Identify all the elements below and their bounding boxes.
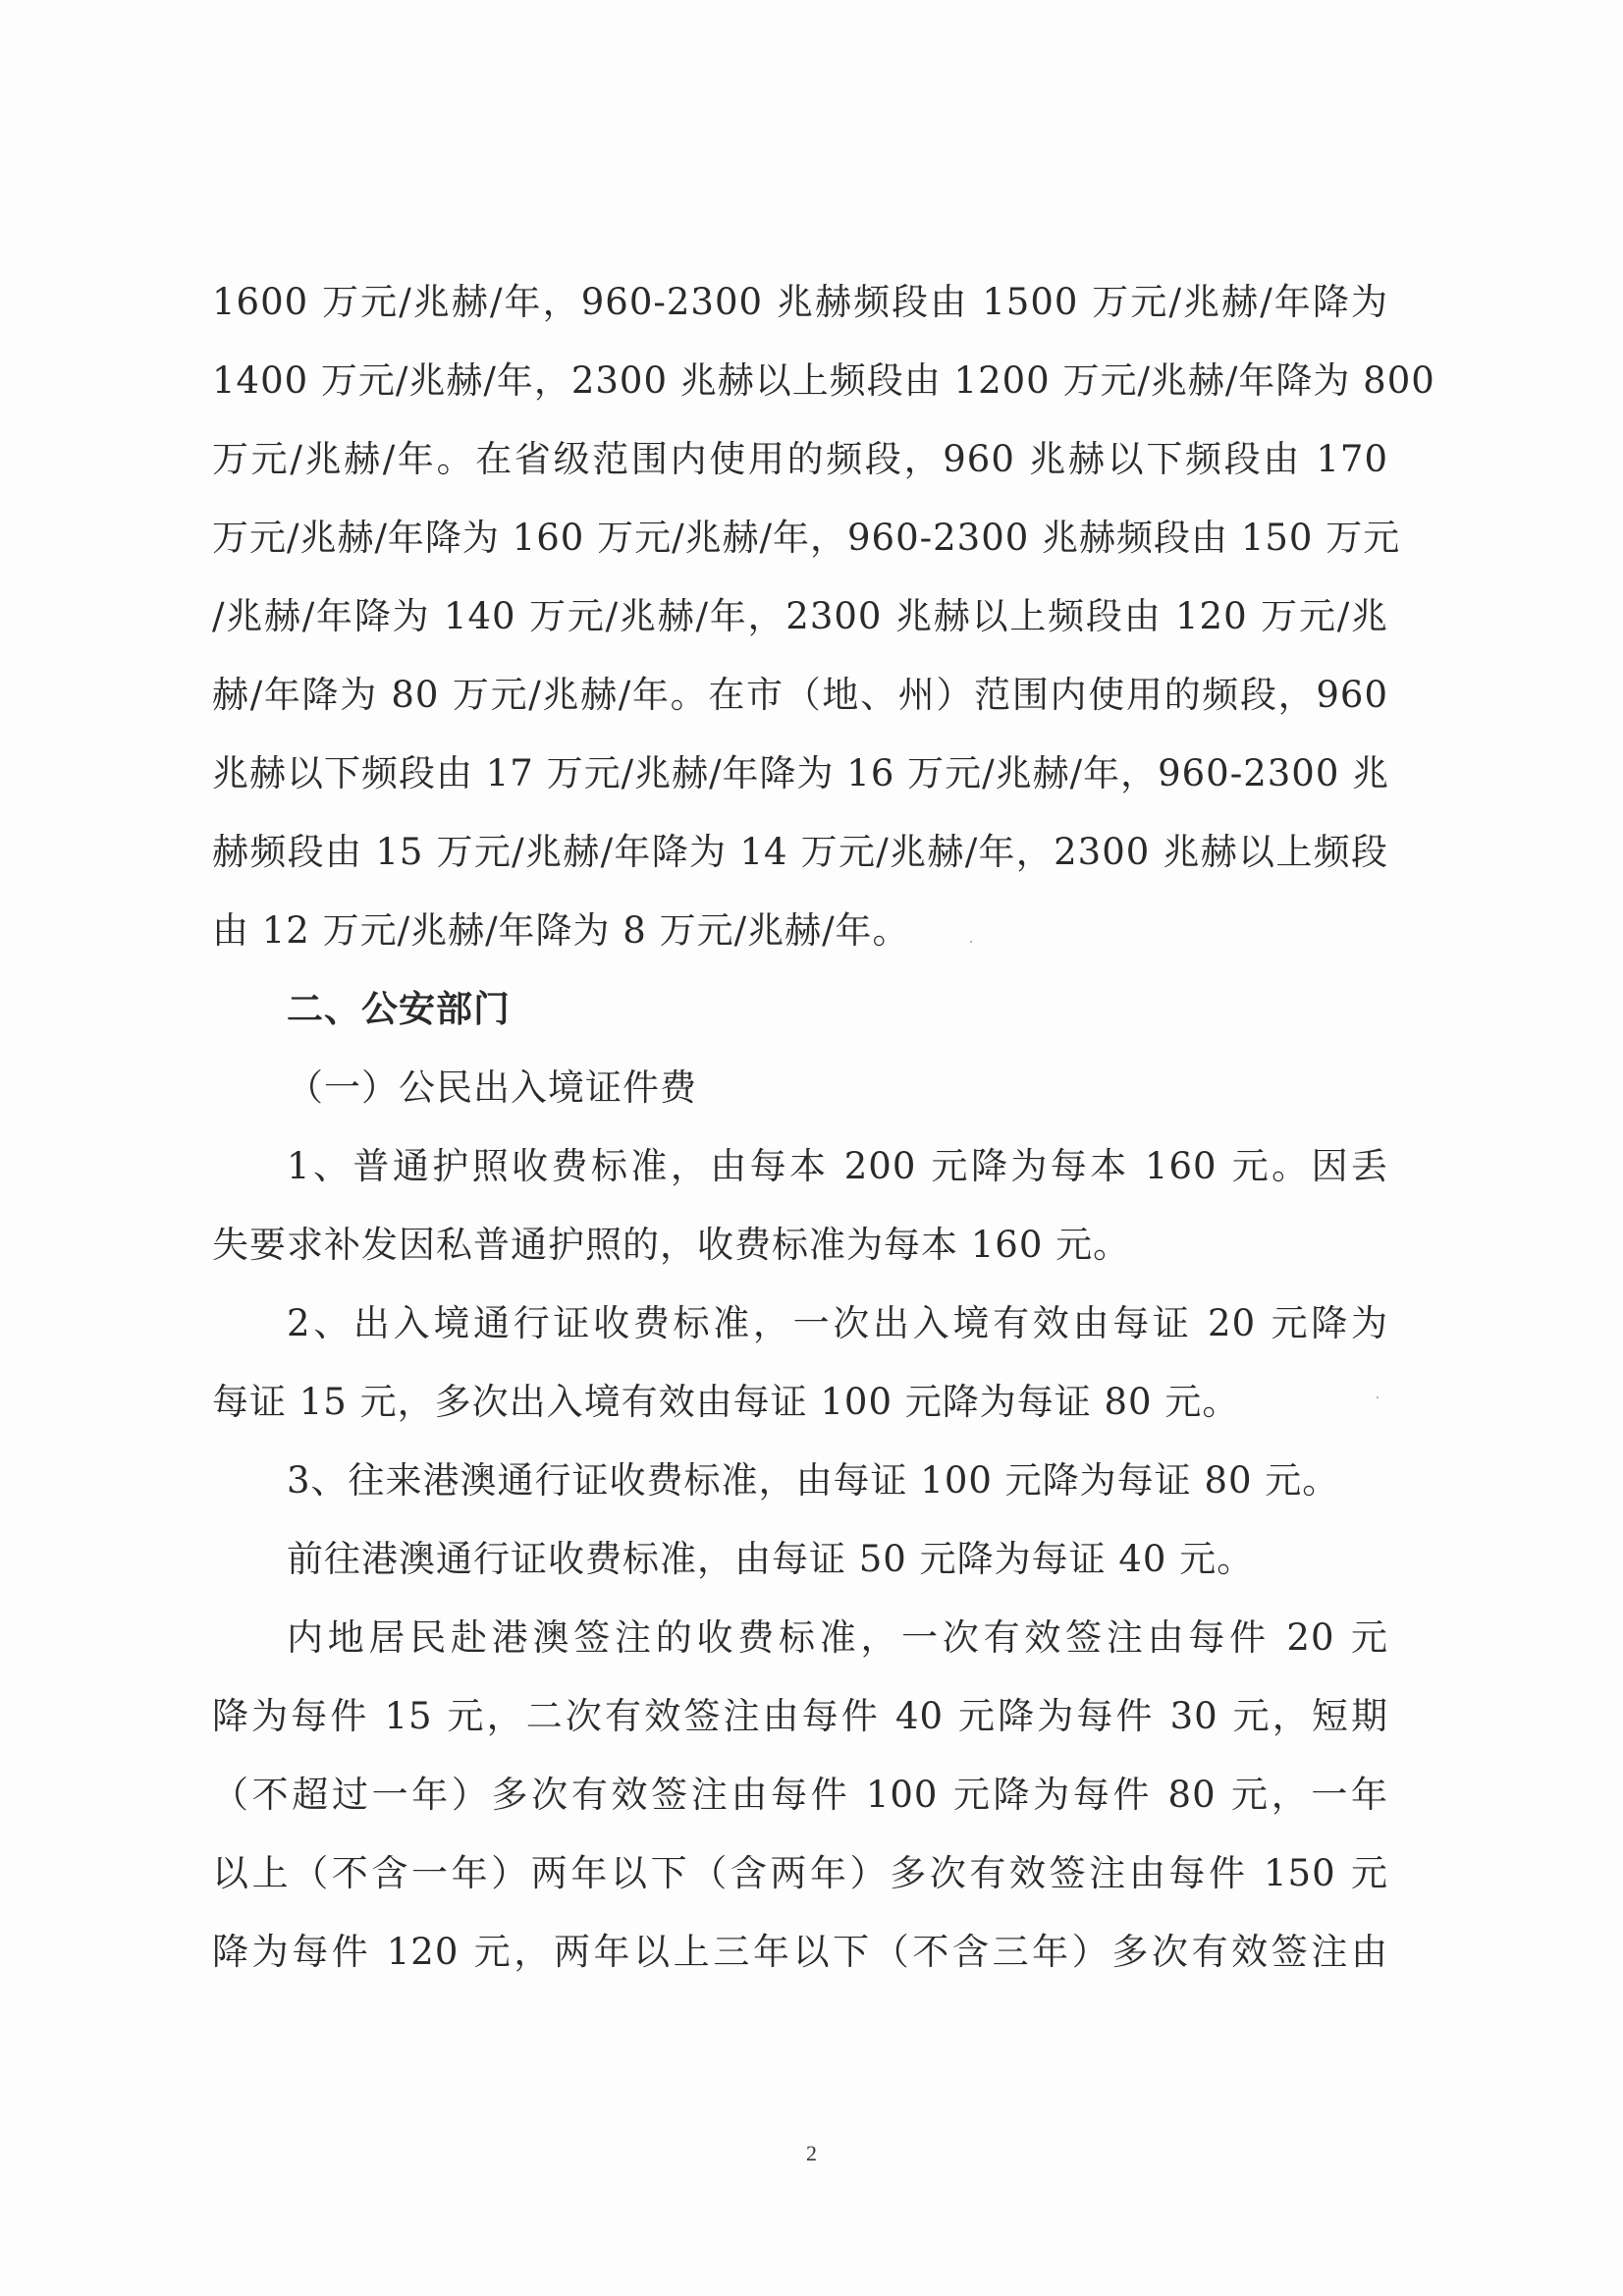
text-line: 由 12 万元/兆赫/年降为 8 万元/兆赫/年。	[212, 909, 910, 952]
text-line: 兆赫以下频段由 17 万元/兆赫/年降为 16 万元/兆赫/年，960-2300 兆	[212, 752, 1390, 794]
text-line: 赫/年降为 80 万元/兆赫/年。在市（地、州）范围内使用的频段，960	[212, 674, 1388, 716]
text-line: 2、出入境通行证收费标准，一次出入境有效由每证 20 元降为	[287, 1302, 1388, 1344]
text-line: 1400 万元/兆赫/年，2300 兆赫以上频段由 1200 万元/兆赫/年降为 800	[212, 359, 1435, 402]
text-line: 降为每件 15 元，二次有效签注由每件 40 元降为每件 30 元，短期	[212, 1695, 1388, 1737]
text-line: 1、普通护照收费标准，由每本 200 元降为每本 160 元。因丢	[287, 1145, 1388, 1187]
text-line: 每证 15 元，多次出入境有效由每证 100 元降为每证 80 元。	[212, 1381, 1240, 1423]
text-line: 万元/兆赫/年。在省级范围内使用的频段，960 兆赫以下频段由 170	[212, 438, 1388, 480]
section-heading: 二、公安部门	[287, 988, 511, 1030]
text-line: 1600 万元/兆赫/年，960-2300 兆赫频段由 1500 万元/兆赫/年降为	[212, 281, 1388, 323]
text-line: /兆赫/年降为 140 万元/兆赫/年，2300 兆赫以上频段由 120 万元/兆	[212, 595, 1388, 637]
text-line: （不超过一年）多次有效签注由每件 100 元降为每件 80 元，一年	[212, 1774, 1388, 1816]
text-line: 赫频段由 15 万元/兆赫/年降为 14 万元/兆赫/年，2300 兆赫以上频段	[212, 831, 1388, 873]
text-line: 内地居民赴港澳签注的收费标准，一次有效签注由每件 20 元	[287, 1616, 1388, 1659]
text-line: 前往港澳通行证收费标准，由每证 50 元降为每证 40 元。	[287, 1538, 1255, 1580]
item-ordinary-passport	[212, 1127, 1388, 1285]
text-line: 降为每件 120 元，两年以上三年以下（不含三年）多次有效签注由	[212, 1931, 1388, 1973]
subsection-heading: （一）公民出入境证件费	[287, 1066, 697, 1109]
item-hk-macau-endorsement	[212, 1599, 1388, 1992]
text-line: 万元/兆赫/年降为 160 万元/兆赫/年，960-2300 兆赫频段由 150 万元	[212, 517, 1401, 559]
paragraph-radio-spectrum-fees	[212, 263, 1435, 970]
text-line: 3、往来港澳通行证收费标准，由每证 100 元降为每证 80 元。	[287, 1459, 1340, 1502]
page-number: 2	[806, 2141, 817, 2165]
text-line: 失要求补发因私普通护照的，收费标准为每本 160 元。	[212, 1224, 1131, 1266]
item-exit-entry-permit	[212, 1285, 1388, 1442]
item-to-hk-macau-permit	[212, 1520, 1388, 1599]
scan-speck	[1377, 1396, 1379, 1398]
scan-speck	[970, 941, 972, 943]
item-hk-macau-permit	[212, 1442, 1388, 1520]
text-line: 以上（不含一年）两年以下（含两年）多次有效签注由每件 150 元	[212, 1852, 1388, 1894]
document-body	[212, 263, 1435, 1992]
